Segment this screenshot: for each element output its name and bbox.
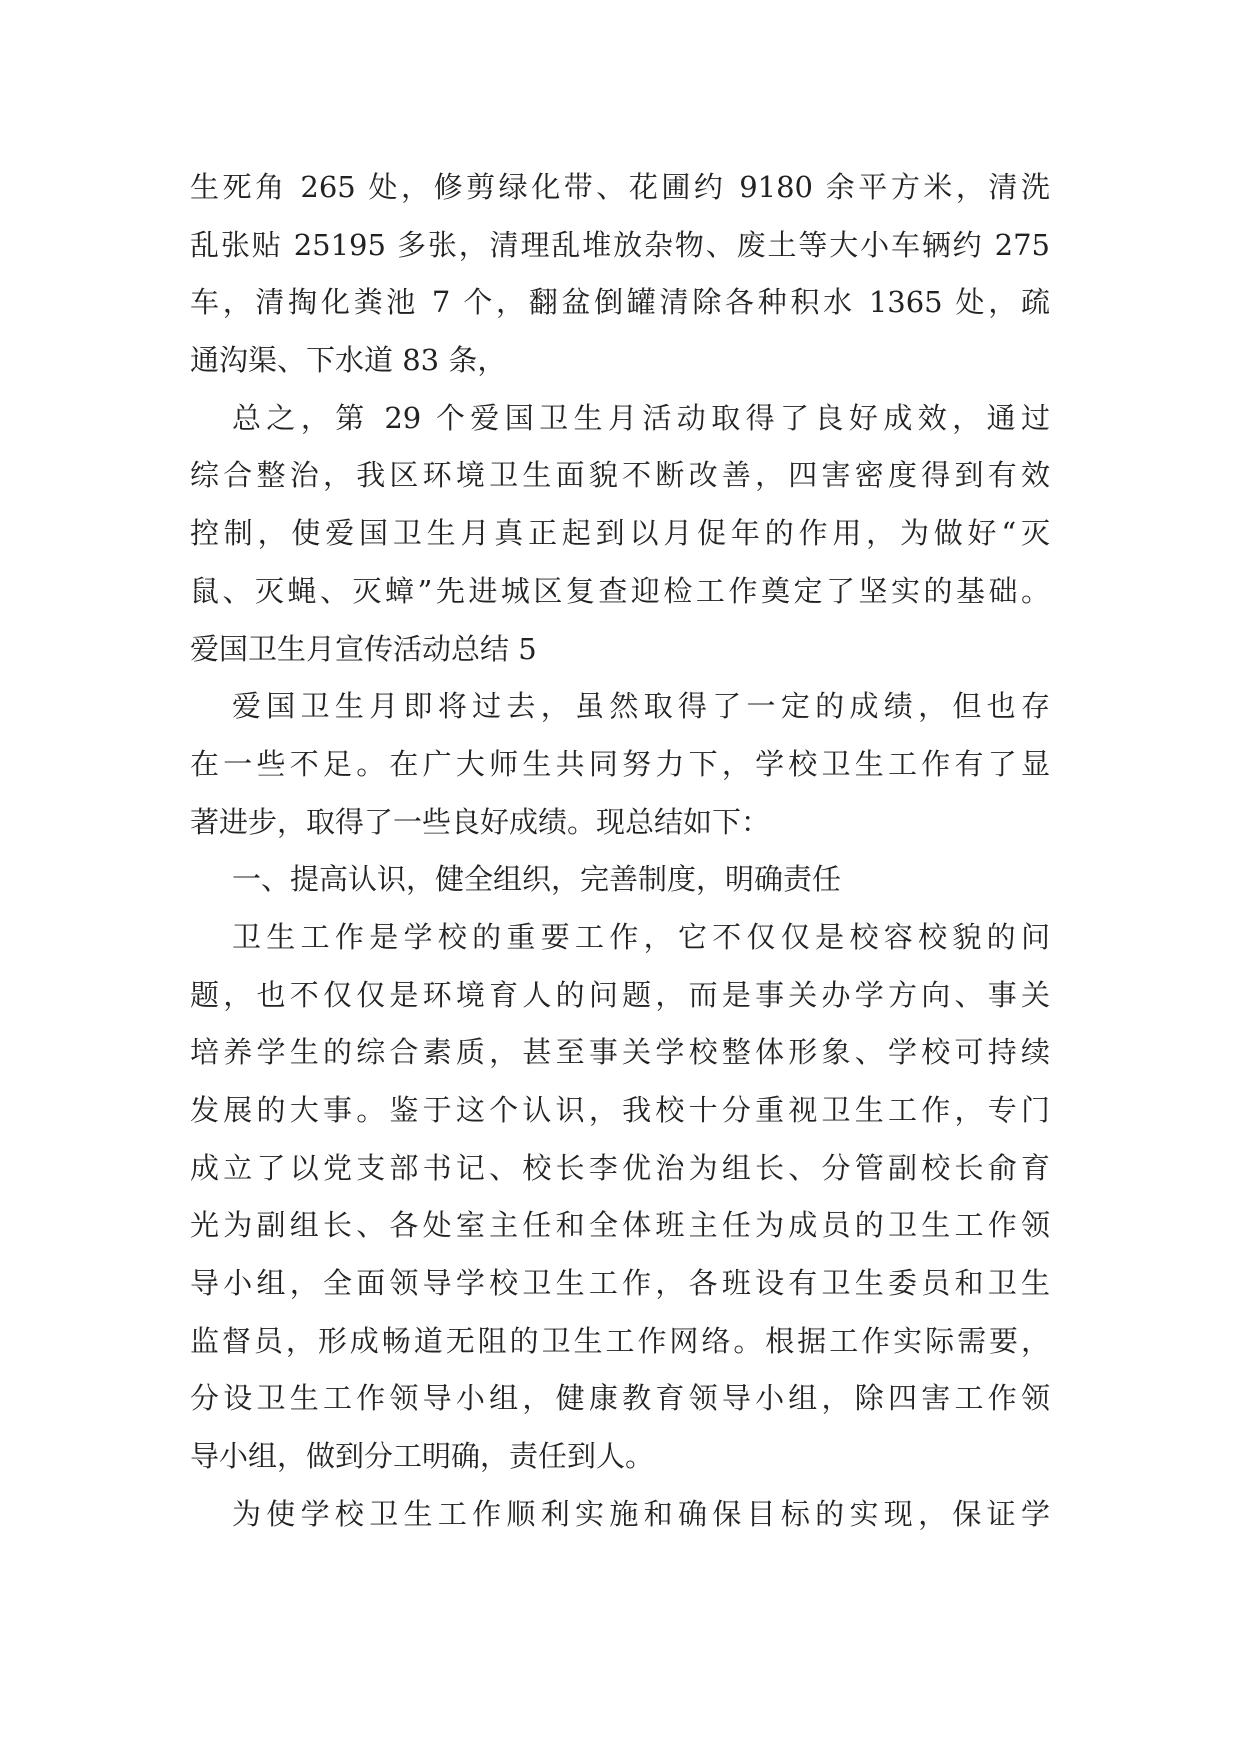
paragraph <box>190 851 1050 909</box>
paragraph <box>190 678 1050 851</box>
text-line: 控制，使爱国卫生月真正起到以月促年的作用，为做好“灭 <box>190 516 1050 551</box>
text-line: 卫生工作是学校的重要工作，它不仅仅是校容校貌的问 <box>232 919 1050 954</box>
subheading-line: 一、提高认识，健全组织，完善制度，明确责任 <box>232 862 842 897</box>
paragraph <box>190 390 1050 621</box>
text-line: 通沟渠、下水道 83 条， <box>190 343 507 378</box>
text-line: 发展的大事。鉴于这个认识，我校十分重视卫生工作，专门 <box>190 1093 1050 1127</box>
text-line: 导小组，全面领导学校卫生工作，各班设有卫生委员和卫生 <box>190 1266 1050 1301</box>
text-line: 分设卫生工作领导小组，健康教育领导小组，除四害工作领 <box>190 1381 1050 1416</box>
text-line: 题，也不仅仅是环境育人的问题，而是事关办学方向、事关 <box>190 977 1050 1012</box>
text-line: 生死角 265 处，修剪绿化带、花圃约 9180 余平方米，清洗 <box>190 170 1050 204</box>
text-line: 著进步，取得了一些良好成绩。现总结如下： <box>190 804 771 839</box>
text-line: 爱国卫生月即将过去，虽然取得了一定的成绩，但也存 <box>232 689 1050 724</box>
text-line: 导小组，做到分工明确，责任到人。 <box>190 1439 655 1474</box>
text-line: 在一些不足。在广大师生共同努力下，学校卫生工作有了显 <box>190 746 1050 781</box>
text-line: 监督员，形成畅道无阻的卫生工作网络。根据工作实际需要， <box>190 1323 1050 1358</box>
text-line: 为使学校卫生工作顺利实施和确保目标的实现，保证学 <box>232 1496 1050 1531</box>
text-line: 车，清掏化粪池 7 个，翻盆倒罐清除各种积水 1365 处，疏 <box>190 285 1050 320</box>
text-line: 培养学生的综合素质，甚至事关学校整体形象、学校可持续 <box>190 1035 1050 1070</box>
text-line: 鼠、灭蝇、灭蟑”先进城区复查迎检工作奠定了坚实的基础。 <box>190 573 1050 608</box>
paragraph <box>190 1486 1050 1544</box>
section-heading: 爱国卫生月宣传活动总结 5 <box>190 631 537 666</box>
paragraph <box>190 909 1050 1486</box>
body-text <box>190 159 1050 1544</box>
paragraph <box>190 159 1050 390</box>
text-line: 总之，第 29 个爱国卫生月活动取得了良好成效，通过 <box>232 400 1050 435</box>
text-line: 综合整治，我区环境卫生面貌不断改善，四害密度得到有效 <box>190 458 1050 493</box>
text-line: 乱张贴 25195 多张，清理乱堆放杂物、废土等大小车辆约 275 <box>190 227 1050 262</box>
text-line: 光为副组长、各处室主任和全体班主任为成员的卫生工作领 <box>190 1208 1050 1243</box>
text-line: 成立了以党支部书记、校长李优治为组长、分管副校长俞育 <box>190 1150 1050 1185</box>
